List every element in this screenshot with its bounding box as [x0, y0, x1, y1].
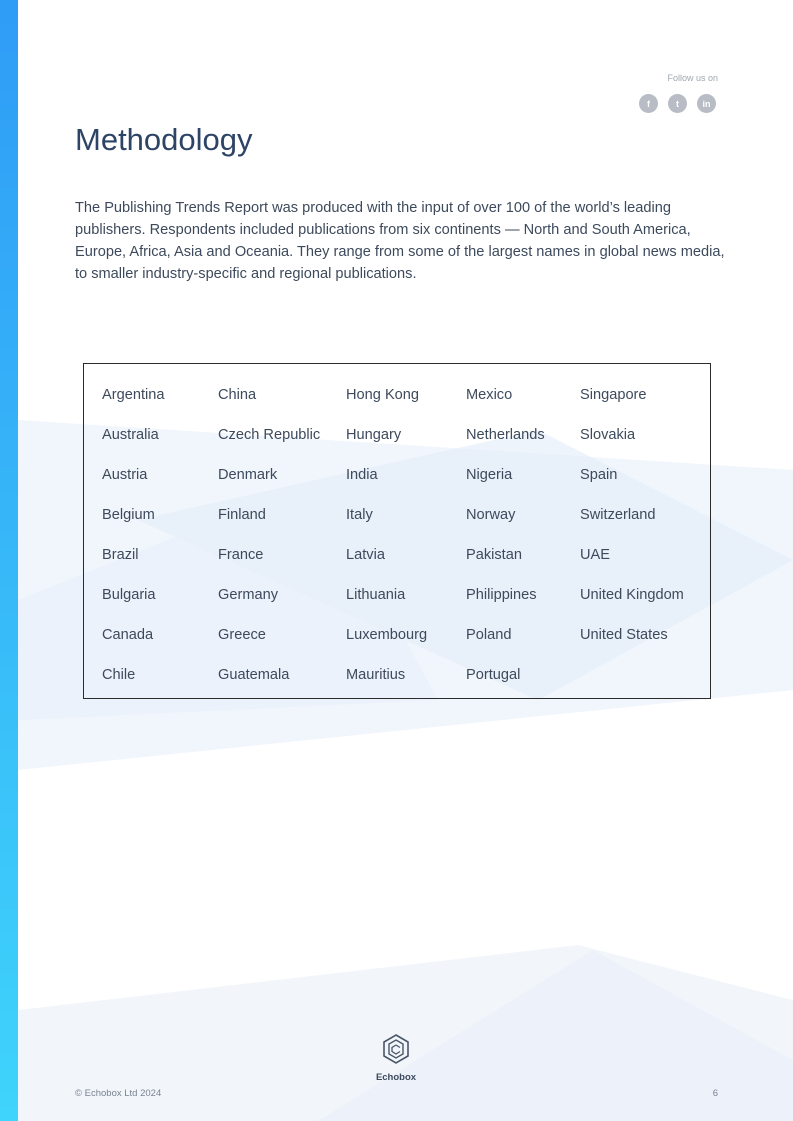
country-item: Switzerland: [580, 507, 656, 523]
country-item: Pakistan: [466, 547, 522, 563]
country-item: Nigeria: [466, 467, 513, 483]
country-item: Brazil: [102, 547, 139, 563]
country-item: China: [218, 387, 257, 403]
country-item: Canada: [102, 627, 154, 643]
country-item: Luxembourg: [346, 627, 428, 643]
social-links: [639, 94, 716, 113]
copyright: © Echobox Ltd 2024: [75, 1088, 162, 1099]
country-item: Finland: [218, 507, 266, 523]
country-item: Chile: [102, 667, 136, 683]
country-item: Poland: [466, 627, 512, 643]
country-item: Guatemala: [218, 667, 290, 683]
country-item: Mauritius: [346, 667, 406, 683]
country-item: Greece: [218, 627, 266, 643]
country-item: Spain: [580, 467, 618, 483]
echobox-logo-icon: [381, 1033, 411, 1065]
country-item: Denmark: [218, 467, 278, 483]
country-item: Hong Kong: [346, 387, 420, 403]
country-item: Czech Republic: [218, 427, 321, 443]
country-item: United Kingdom: [580, 587, 684, 603]
country-item: UAE: [580, 547, 611, 563]
country-item: Lithuania: [346, 587, 406, 603]
country-item: Bulgaria: [102, 587, 156, 603]
country-item: Belgium: [102, 507, 155, 523]
country-item: Portugal: [466, 667, 521, 683]
page-number: 6: [712, 1088, 718, 1099]
intro-paragraph: The Publishing Trends Report was produced with the input of over 100 of the world’s leading publishers. Respondents included publications from six continents — North and South America, Europe, Africa, Asia and Oceania. They range from some of the largest names in global news media, to smaller industry-specific and regional publications.: [75, 200, 725, 282]
facebook-icon[interactable]: f: [639, 94, 658, 113]
country-item: Mexico: [466, 387, 513, 403]
country-item: Netherlands: [466, 427, 545, 443]
country-item: Austria: [102, 467, 148, 483]
country-item: Slovakia: [580, 427, 636, 443]
accent-side-bar: [0, 0, 18, 1121]
echobox-logo: [366, 1033, 426, 1083]
country-item: India: [346, 467, 378, 483]
country-item: Hungary: [346, 427, 402, 443]
linkedin-icon[interactable]: in: [697, 94, 716, 113]
country-item: Australia: [102, 427, 159, 443]
countries-table: [83, 363, 711, 699]
country-item: Singapore: [580, 387, 647, 403]
country-item: United States: [580, 627, 668, 643]
logo-name: Echobox: [375, 1072, 417, 1083]
country-item: Philippines: [466, 587, 537, 603]
country-item: Italy: [346, 507, 373, 523]
country-item: France: [218, 547, 264, 563]
country-item: Argentina: [102, 387, 165, 403]
follow-us-label: Follow us on: [667, 73, 718, 83]
country-item: Latvia: [346, 547, 385, 563]
page-title: Methodology: [75, 122, 253, 157]
country-item: Norway: [466, 507, 516, 523]
twitter-icon[interactable]: t: [668, 94, 687, 113]
country-item: Germany: [218, 587, 279, 603]
